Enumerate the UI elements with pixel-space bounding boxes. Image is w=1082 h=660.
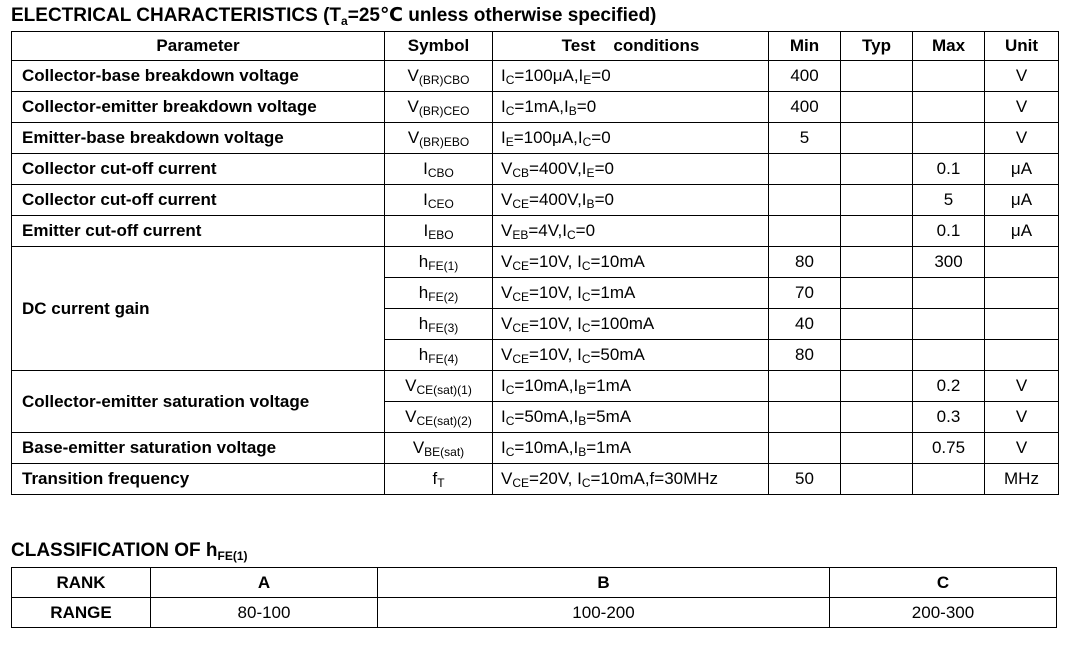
header-parameter: Parameter [12,32,385,61]
max-cell [913,340,985,371]
range-b: 100-200 [378,598,830,628]
symbol-cell [385,309,493,340]
subscript: E [586,166,595,180]
min-cell: 80 [769,247,841,278]
typ-cell [841,402,913,433]
text-part: V [501,283,513,302]
text-part: =10mA,I [514,376,579,395]
conditions-cell [493,61,769,92]
section-title: ELECTRICAL CHARACTERISTICS ($T_a=25℃$ unless otherwise specified) [11,5,657,28]
text-part: =10mA [590,252,645,271]
min-cell [769,154,841,185]
subscript: CE [512,352,530,366]
text-part: =10V, I [529,283,582,302]
max-cell: 0.1 [913,154,985,185]
conditions-cell [493,216,769,247]
text-part: =4V,I [528,221,567,240]
max-cell: 5 [913,185,985,216]
text-part: V [407,97,419,116]
table-row [12,185,1059,216]
parameter-cell: Collector cut-off current [12,154,385,185]
parameter-cell: Base-emitter saturation voltage [12,433,385,464]
min-cell: 70 [769,278,841,309]
text-part: V [501,190,513,209]
text-part: f [432,469,438,488]
typ-cell [841,123,913,154]
symbol-cell [385,185,493,216]
conditions-cell [493,92,769,123]
subscript: FE(4) [428,352,459,366]
subscript: C [581,321,591,335]
min-cell: 40 [769,309,841,340]
text-part: =20V, I [529,469,582,488]
characteristics-body [12,61,1059,495]
text-part: =0 [575,221,596,240]
subscript: CBO [427,166,454,180]
text-part: =10V, I [529,252,582,271]
text-part: I [501,438,506,457]
header-unit: Unit [985,32,1059,61]
subscript: B [578,445,587,459]
max-cell [913,92,985,123]
subscript: CE [512,290,530,304]
text-part: I [501,97,506,116]
symbol-cell [385,154,493,185]
header-min: Min [769,32,841,61]
subscript: FE(1) [428,259,459,273]
text-part: =10mA,I [514,438,579,457]
subscript: CE [512,259,530,273]
text-part: h [418,283,429,302]
typ-cell [841,371,913,402]
symbol-cell [385,371,493,402]
typ-cell [841,464,913,495]
text-part: V [501,221,513,240]
subscript: C [581,352,591,366]
rank-b: B [378,568,830,598]
typ-cell [841,154,913,185]
text-part: I [423,190,428,209]
subscript: CE(sat)(1) [416,383,472,397]
subscript: C [505,445,515,459]
conditions-cell [493,464,769,495]
symbol-cell [385,61,493,92]
text-part: V [405,376,417,395]
conditions-cell [493,278,769,309]
subscript: C [581,259,591,273]
classification-table [11,567,1057,628]
range-label: RANGE [12,598,151,628]
text-part: =400V,I [529,190,587,209]
electrical-characteristics-table [11,31,1059,495]
text-part: =10V, I [529,314,582,333]
subscript: FE(3) [428,321,459,335]
subscript: C [505,73,515,87]
min-cell [769,216,841,247]
subscript: B [578,383,587,397]
subscript: CE(sat)(2) [416,414,472,428]
text-part: =1mA [590,283,636,302]
subscript: FE(2) [428,290,459,304]
max-cell: 0.3 [913,402,985,433]
range-a: 80-100 [151,598,378,628]
unit-cell: μA [985,185,1059,216]
text-part: V [501,469,513,488]
symbol-cell [385,464,493,495]
rank-label: RANK [12,568,151,598]
text-part: =1mA [586,376,632,395]
max-cell [913,61,985,92]
table-row [12,154,1059,185]
min-cell [769,371,841,402]
text-part: I [501,407,506,426]
conditions-cell [493,123,769,154]
range-c: 200-300 [830,598,1057,628]
subscript: CE [512,197,530,211]
text-part: =0 [594,190,614,209]
parameter-cell: Transition frequency [12,464,385,495]
subscript: C [582,135,592,149]
subscript: E [505,135,514,149]
unit-cell [985,278,1059,309]
conditions-cell [493,433,769,464]
text-part: V [405,407,417,426]
unit-cell: MHz [985,464,1059,495]
rank-c: C [830,568,1057,598]
parameter-cell: Collector-base breakdown voltage [12,61,385,92]
typ-cell [841,61,913,92]
text-part: I [423,221,429,240]
subscript: CB [512,166,530,180]
subscript: C [505,383,515,397]
text-part: V [501,159,513,178]
rank-row [12,568,1057,598]
min-cell: 400 [769,61,841,92]
text-part: V [407,66,419,85]
typ-cell [841,92,913,123]
header-typ: Typ [841,32,913,61]
max-cell: 0.2 [913,371,985,402]
table-row [12,92,1059,123]
subscript: B [568,104,577,118]
subscript: EBO [428,228,454,242]
text-part: =400V,I [529,159,587,178]
header-row [12,32,1059,61]
subscript: (BR)CBO [418,73,470,87]
conditions-cell [493,154,769,185]
parameter-cell: Collector cut-off current [12,185,385,216]
unit-cell: μA [985,154,1059,185]
typ-cell [841,185,913,216]
text-part: I [501,376,506,395]
text-part: I [501,128,506,147]
max-cell: 0.75 [913,433,985,464]
symbol-cell [385,123,493,154]
symbol-cell [385,247,493,278]
text-part: V [412,438,425,457]
text-part: V [501,345,513,364]
symbol-cell [385,278,493,309]
text-part: =0 [591,128,611,147]
parameter-cell: Emitter-base breakdown voltage [12,123,385,154]
text-part: =1mA [586,438,632,457]
parameter-cell: DC current gain [12,247,385,371]
classification-title: CLASSIFICATION OF $h_{FE(1)}$ [11,540,248,563]
symbol-cell [385,92,493,123]
subscript: B [578,414,587,428]
text-part: =1mA,I [514,97,569,116]
text-part: V [407,128,420,147]
text-part: =100μA,I [514,66,584,85]
text-part: h [418,252,429,271]
subscript: EB [512,228,529,242]
subscript: C [566,228,576,242]
table-row [12,123,1059,154]
unit-cell: V [985,433,1059,464]
typ-cell [841,216,913,247]
subscript: CEO [427,197,454,211]
max-cell: 300 [913,247,985,278]
min-cell [769,402,841,433]
text-part: =5mA [586,407,632,426]
conditions-cell [493,340,769,371]
table-row [12,247,1059,278]
parameter-cell: Collector-emitter breakdown voltage [12,92,385,123]
max-cell [913,123,985,154]
unit-cell: V [985,123,1059,154]
max-cell [913,278,985,309]
unit-cell: V [985,92,1059,123]
table-row [12,464,1059,495]
typ-cell [841,309,913,340]
subscript: BE(sat) [424,445,465,459]
conditions-cell [493,402,769,433]
subscript: C [505,104,515,118]
subscript: CE [512,476,530,490]
conditions-cell [493,247,769,278]
subscript: E [583,73,592,87]
subscript: C [505,414,515,428]
table-row [12,216,1059,247]
typ-cell [841,340,913,371]
unit-cell [985,340,1059,371]
typ-cell [841,278,913,309]
min-cell [769,433,841,464]
text-part: =0 [576,97,597,116]
text-part: =50mA,I [514,407,579,426]
text-part: =100μA,I [513,128,583,147]
subscript: T [437,476,445,490]
typ-cell [841,433,913,464]
symbol-cell [385,216,493,247]
max-cell [913,464,985,495]
symbol-cell [385,433,493,464]
text-part: V [501,314,513,333]
typ-cell [841,247,913,278]
range-row [12,598,1057,628]
text-part: =10mA,f=30MHz [590,469,719,488]
unit-cell: μA [985,216,1059,247]
conditions-cell [493,309,769,340]
header-symbol: Symbol [385,32,493,61]
subscript: C [581,476,591,490]
parameter-cell: Emitter cut-off current [12,216,385,247]
unit-cell [985,309,1059,340]
subscript: B [586,197,595,211]
text-part: h [418,314,429,333]
min-cell [769,185,841,216]
min-cell: 5 [769,123,841,154]
parameter-cell: Collector-emitter saturation voltage [12,371,385,433]
min-cell: 80 [769,340,841,371]
min-cell: 400 [769,92,841,123]
unit-cell: V [985,402,1059,433]
text-part: =10V, I [529,345,582,364]
subscript: (BR)CEO [418,104,470,118]
subscript: CE [512,321,530,335]
text-part: V [501,252,513,271]
subscript: (BR)EBO [419,135,470,149]
table-row [12,433,1059,464]
max-cell [913,309,985,340]
text-part: =100mA [590,314,655,333]
conditions-cell [493,371,769,402]
text-part: =0 [591,66,611,85]
unit-cell: V [985,371,1059,402]
text-part: I [501,66,506,85]
min-cell: 50 [769,464,841,495]
max-cell: 0.1 [913,216,985,247]
header-max: Max [913,32,985,61]
symbol-cell [385,340,493,371]
unit-cell: V [985,61,1059,92]
symbol-cell [385,402,493,433]
text-part: =0 [594,159,614,178]
header-test-conditions: Test conditions [493,32,769,61]
text-part: =50mA [590,345,645,364]
unit-cell [985,247,1059,278]
rank-a: A [151,568,378,598]
text-part: I [423,159,428,178]
table-row [12,371,1059,402]
text-part: h [418,345,429,364]
subscript: C [581,290,591,304]
table-row [12,61,1059,92]
conditions-cell [493,185,769,216]
